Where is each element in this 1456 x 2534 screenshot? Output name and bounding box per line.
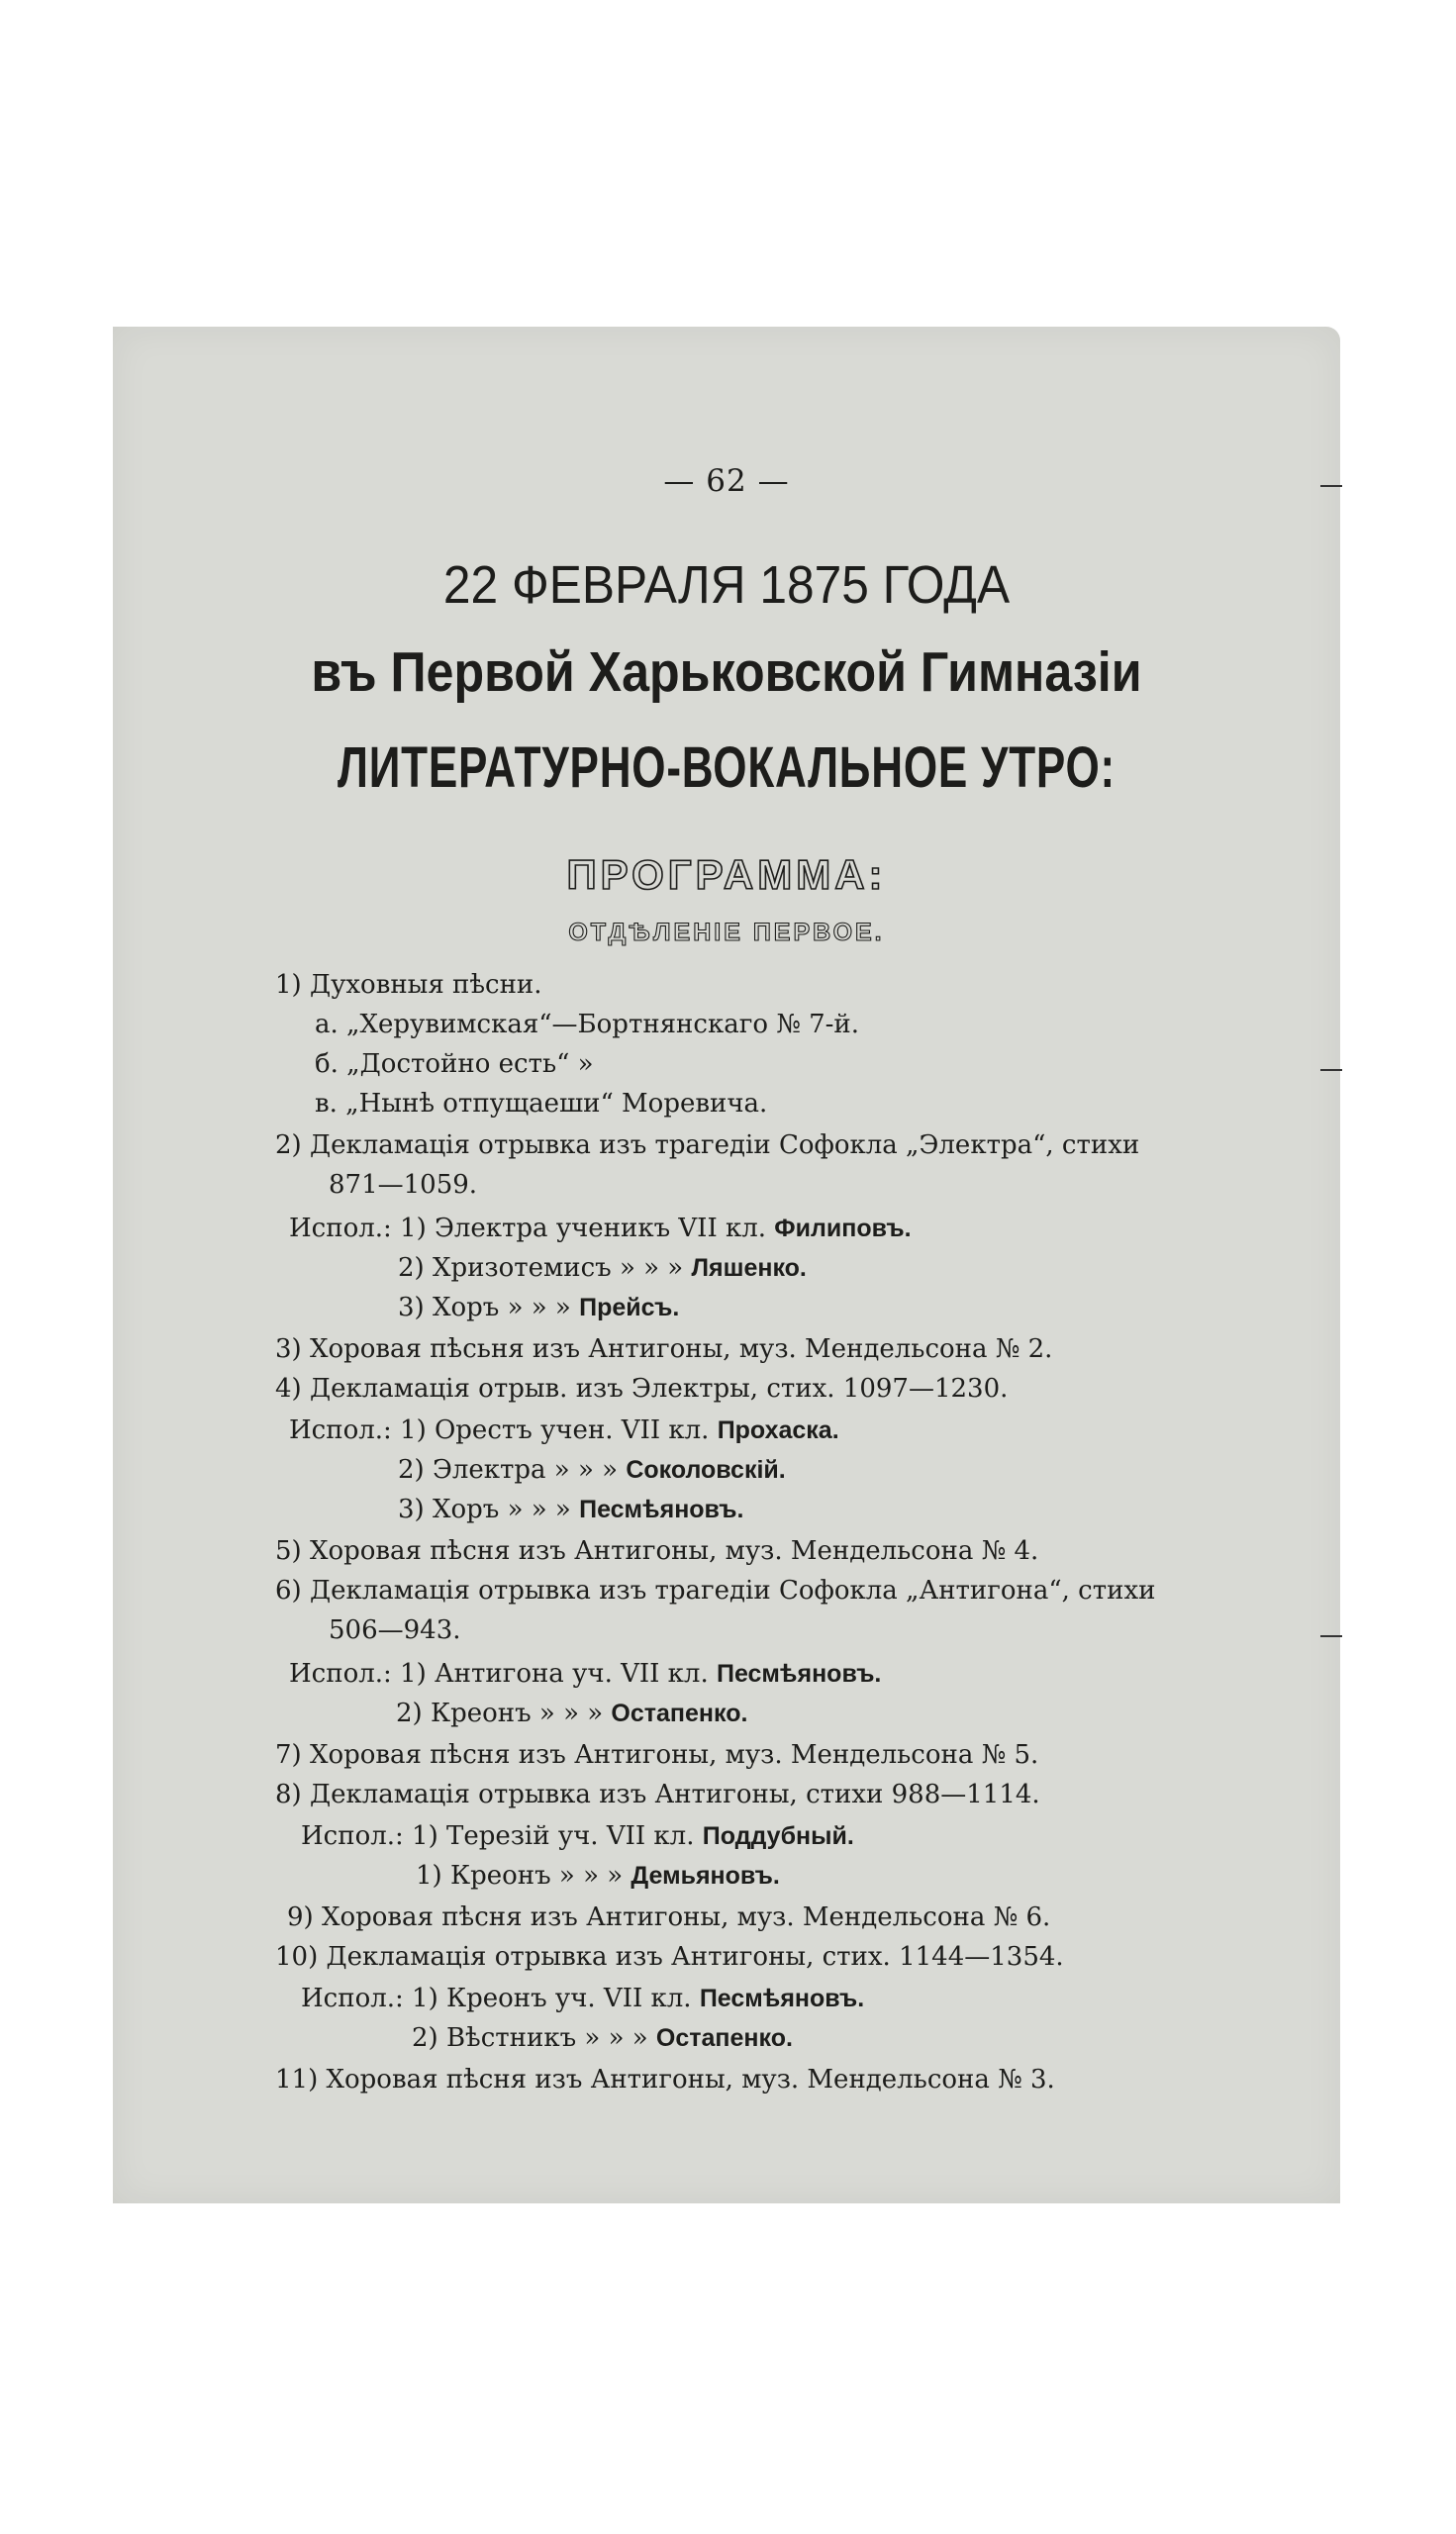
page-number: — 62 —	[663, 463, 790, 499]
program-line: 2) Креонъ » » » Остапенко.	[396, 1699, 748, 1728]
edge-mark	[1320, 485, 1342, 487]
program-line: 6) Декламація отрывка изъ трагедіи Софокла „Антигона“, стихи	[275, 1576, 1156, 1606]
program-line: 1) Креонъ » » » Демьяновъ.	[416, 1861, 780, 1891]
program-line: 2) Хризотемисъ » » » Ляшенко.	[398, 1253, 807, 1283]
event-date-title: 22 ФЕВРАЛЯ 1875 ГОДА	[442, 555, 1011, 615]
program-line: а. „Херувимская“—Бортнянскаго № 7-й.	[315, 1010, 860, 1039]
program-line: 11) Хоровая пѣсня изъ Антигоны, муз. Мендельсона № 3.	[275, 2065, 1055, 2095]
program-line: 3) Хоровая пѣсьня изъ Антигоны, муз. Мендельсона № 2.	[275, 1334, 1053, 1364]
program-line: 3) Хоръ » » » Песмѣяновъ.	[398, 1495, 744, 1524]
program-line: 10) Декламація отрывка изъ Антигоны, стих. 1144—1354.	[275, 1942, 1064, 1972]
program-line: 8) Декламація отрывка изъ Антигоны, стихи 988—1114.	[275, 1780, 1040, 1809]
program-line: Испол.: 1) Терезій уч. VII кл. Поддубный.	[301, 1821, 854, 1851]
section-heading: ОТДѢЛЕНІЕ ПЕРВОЕ.	[568, 919, 885, 946]
program-line: 7) Хоровая пѣсня изъ Антигоны, муз. Мендельсона № 5.	[275, 1740, 1039, 1770]
program-line: б. „Достойно есть“ »	[315, 1049, 594, 1079]
program-line: 2) Декламація отрывка изъ трагедіи Софокла „Электра“, стихи	[275, 1130, 1140, 1160]
document-page	[113, 327, 1340, 2203]
program-line: 3) Хоръ » » » Прейсъ.	[398, 1293, 680, 1322]
program-line: 9) Хоровая пѣсня изъ Антигоны, муз. Мендельсона № 6.	[287, 1902, 1051, 1932]
program-line: 1) Духовныя пѣсни.	[275, 970, 542, 1000]
program-heading: ПРОГРАММА:	[566, 851, 887, 898]
edge-mark	[1320, 1069, 1342, 1071]
venue-title: въ Первой Харьковской Гимназіи	[311, 640, 1142, 704]
program-line: Испол.: 1) Антигона уч. VII кл. Песмѣяновъ.	[289, 1659, 882, 1689]
program-line: 2) Электра » » » Соколовскій.	[398, 1455, 786, 1485]
program-line: в. „Нынѣ отпущаеши“ Моревича.	[315, 1089, 768, 1119]
program-line: 5) Хоровая пѣсня изъ Антигоны, муз. Мендельсона № 4.	[275, 1536, 1039, 1566]
event-title: ЛИТЕРАТУРНО-ВОКАЛЬНОЕ УТРО:	[338, 735, 1116, 800]
program-line: 2) Вѣстникъ » » » Остапенко.	[412, 2023, 793, 2053]
program-line: Испол.: 1) Креонъ уч. VII кл. Песмѣяновъ.	[301, 1984, 865, 2013]
program-line: 506—943.	[329, 1615, 461, 1645]
program-line: 871—1059.	[329, 1170, 478, 1200]
program-line: Испол.: 1) Орестъ учен. VII кл. Прохаска.	[289, 1415, 839, 1445]
program-line: Испол.: 1) Электра ученикъ VII кл. Филиповъ.	[289, 1214, 912, 1243]
program-line: 4) Декламація отрыв. изъ Электры, стих. 1097—1230.	[275, 1374, 1009, 1404]
edge-mark	[1320, 1635, 1342, 1637]
